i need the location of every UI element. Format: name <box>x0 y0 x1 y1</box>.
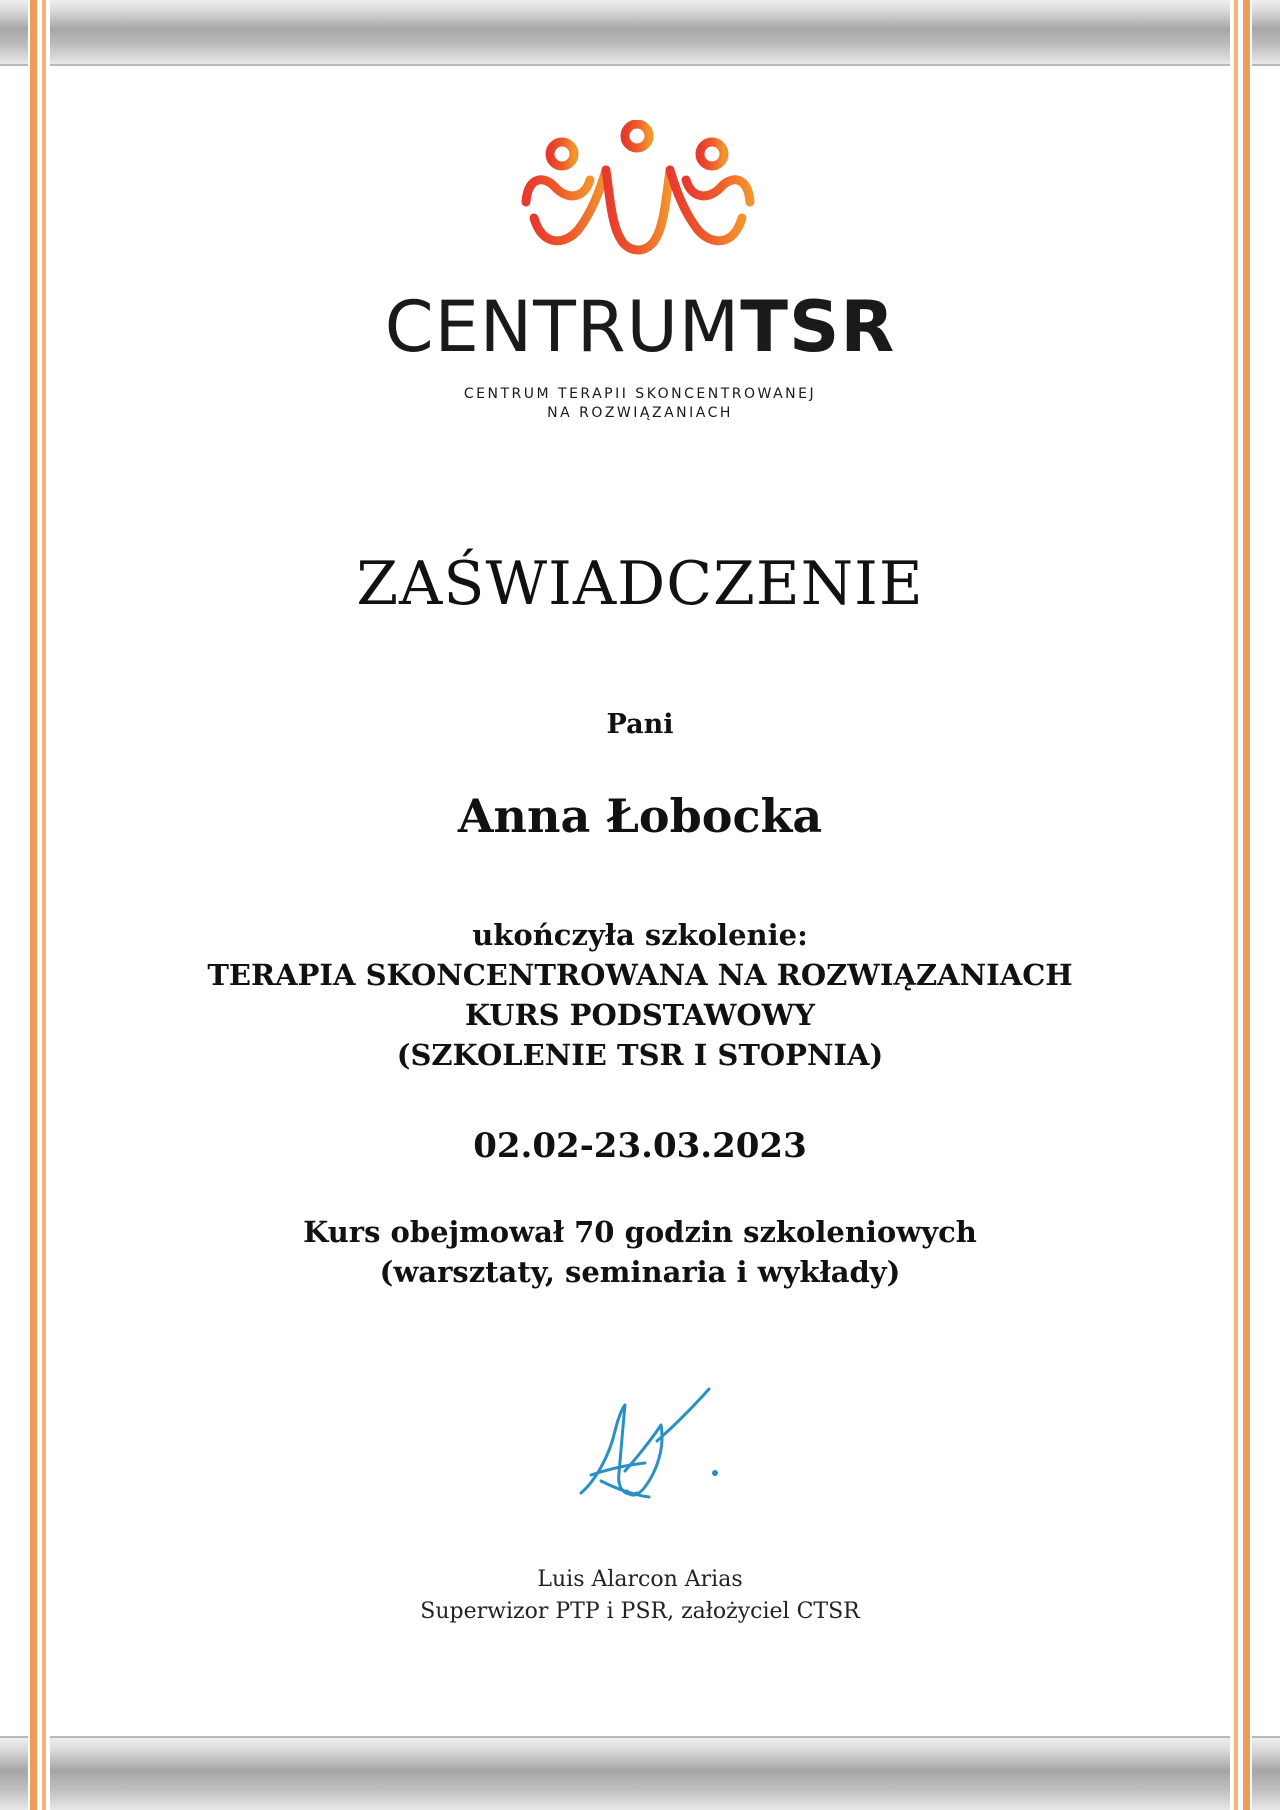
right-inner-orange-line <box>1234 0 1238 1810</box>
certificate-title: ZAŚWIADCZENIE <box>356 549 924 619</box>
three-people-icon <box>520 120 760 270</box>
brand-subtitle-line1: CENTRUM TERAPII SKONCENTROWANEJ <box>463 386 817 402</box>
hours-line2: (warsztaty, seminaria i wykłady) <box>379 1255 901 1289</box>
brand-subtitle-line2: NA ROZWIĄZANIACH <box>547 405 733 421</box>
course-line2: KURS PODSTAWOWY <box>465 998 815 1032</box>
handwritten-signature <box>565 1385 735 1510</box>
brand-wordmark <box>0 286 1280 368</box>
left-outer-orange-line <box>30 0 37 1810</box>
recipient-name: Anna Łobocka <box>457 789 823 843</box>
course-hours <box>0 1212 1280 1292</box>
brand-subtitle <box>0 385 1280 423</box>
signatory-block <box>0 1564 1280 1628</box>
salutation: Pani <box>606 709 674 740</box>
course-name <box>0 955 1280 1075</box>
left-inner-orange-line <box>42 0 46 1810</box>
hours-line1: Kurs obejmował 70 godzin szkoleniowych <box>303 1215 977 1249</box>
course-line1: TERAPIA SKONCENTROWANA NA ROZWIĄZANIACH <box>207 958 1073 992</box>
completed-text: ukończyła szkolenie: <box>472 918 808 952</box>
top-frame-bar <box>0 0 1280 64</box>
signatory-role: Superwizor PTP i PSR, założyciel CTSR <box>420 1599 860 1624</box>
bottom-frame-bar <box>0 1738 1280 1810</box>
course-dates: 02.02-23.03.2023 <box>473 1126 807 1166</box>
brand-word-light: CENTRUM <box>384 286 741 368</box>
right-outer-orange-line <box>1243 0 1250 1810</box>
brand-word-bold: TSR <box>740 286 896 368</box>
signatory-name: Luis Alarcon Arias <box>537 1567 743 1592</box>
course-line3: (SZKOLENIE TSR I STOPNIA) <box>396 1038 884 1072</box>
